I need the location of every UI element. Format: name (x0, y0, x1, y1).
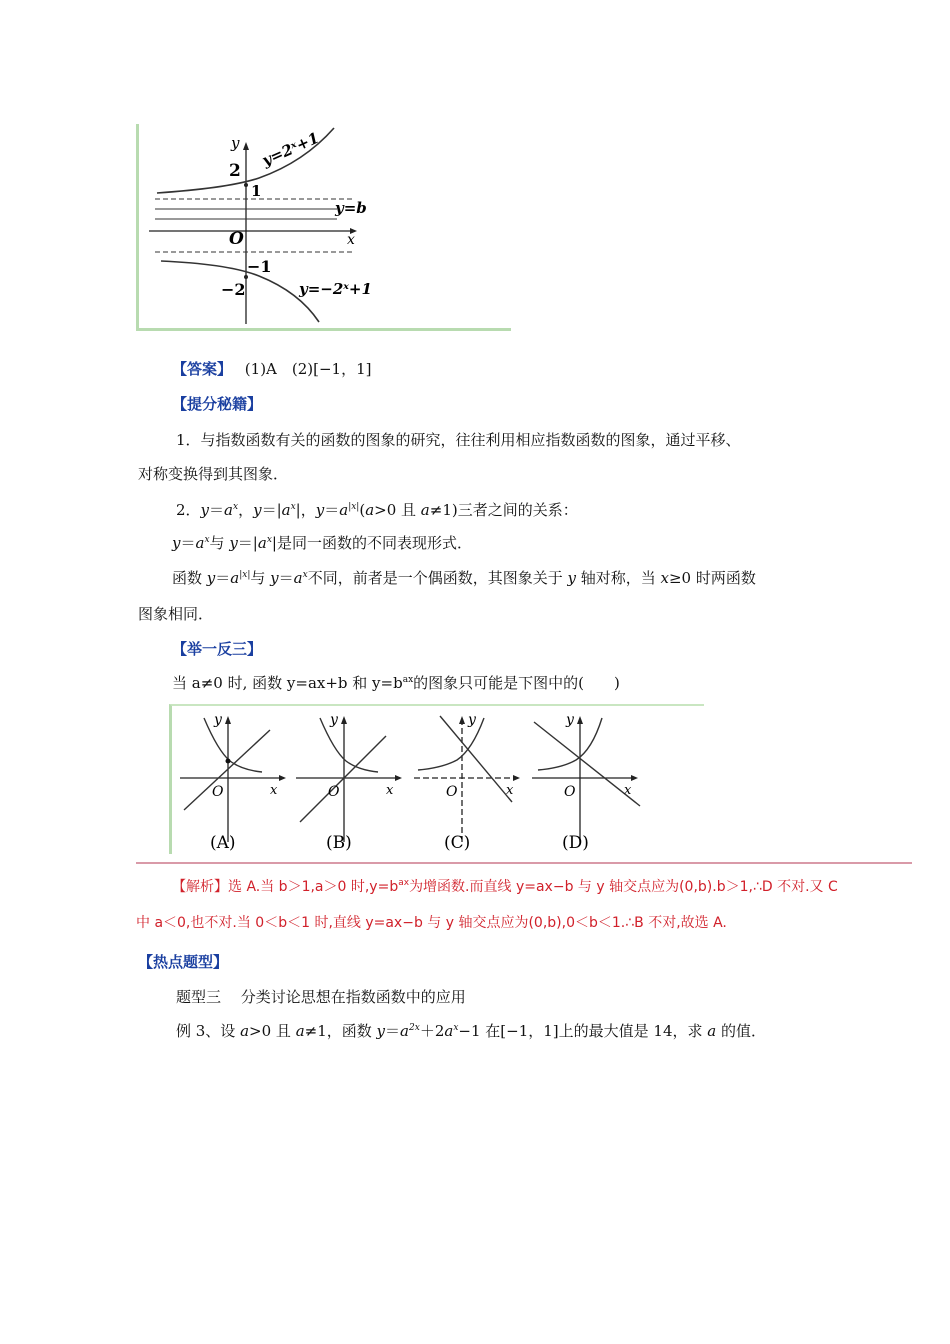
tips-p3: $y=a^x$与 $y=|a^x|$是同一函数的不同表现形式． (172, 534, 472, 552)
example-3: 例 3、设 a>0 且 a≠1，函数 $y=a^{2x}+2a^x-1$ 在[−1，1]上的最大值是 14，求 a 的值． (176, 1022, 766, 1040)
analysis-box (136, 862, 912, 944)
answer-text: (1)A (2)[−1，1] (244, 360, 372, 378)
option-d-label: (D) (562, 833, 589, 853)
example-question: 当 a≠0 时, 函数 y=ax+b 和 $y=b^{ax}$的图象只可能是下图中的( ) (172, 674, 620, 692)
x-axis-label: x (347, 232, 355, 248)
tips-p1-line2: 对称变换得到其图象． (138, 465, 289, 483)
svg-text:y: y (330, 712, 338, 728)
origin-label: O (229, 229, 244, 249)
tips-p4-line1: 函数 $y=a^{|x|}$与 $y=a^x$不同，前者是一个偶函数，其图象关于 y 轴对称，当 x≥0 时两函数 (172, 569, 756, 587)
svg-text:O: O (564, 784, 576, 800)
svg-text:y: y (566, 712, 574, 728)
svg-text:x: x (270, 783, 278, 798)
svg-text:O: O (328, 784, 340, 800)
figure-1-exponential-graph (136, 124, 511, 331)
label-1: 1 (251, 182, 262, 200)
answer-line (172, 359, 371, 379)
hot-title: 题型三 分类讨论思想在指数函数中的应用 (176, 988, 466, 1006)
svg-text:x: x (506, 783, 514, 798)
option-d-graph (532, 712, 640, 853)
svg-text:y: y (214, 712, 222, 728)
analysis-line2: 中 a＜0,也不对.当 0＜b＜1 时,直线 y=ax−b 与 y 轴交点应为(0,b),0＜b＜1.∴B 不对,故选 A. (136, 915, 727, 931)
label-lower-curve: y=−2ˣ+1 (299, 280, 372, 298)
tips-p4-line2: 图象相同． (138, 605, 214, 623)
label-2: 2 (229, 161, 241, 181)
option-a-label: (A) (210, 833, 236, 853)
option-a-graph (180, 712, 286, 853)
hot-tag: 【热点题型】 (138, 953, 229, 971)
svg-text:x: x (624, 783, 632, 798)
analysis-line1: 【解析】选 A.当 b＞1,a＞0 时$,y=b^{ax}$为增函数.而直线 y=ax−b 与 y 轴交点应为(0,b).b＞1,∴D 不对.又 C (172, 878, 838, 895)
svg-text:O: O (212, 784, 224, 800)
label-minus-2: −2 (221, 280, 246, 299)
label-upper-curve: y=2ˣ+1 (259, 128, 322, 170)
figure-2-options (169, 704, 704, 854)
figure-2-svg (172, 706, 704, 854)
svg-text:x: x (386, 783, 394, 798)
label-minus-1: −1 (247, 257, 272, 276)
label-line-b: y=b (335, 199, 367, 217)
option-c-label: (C) (444, 833, 471, 853)
svg-text:y: y (468, 712, 476, 728)
option-c-graph (414, 712, 520, 853)
tips-p1-line1: 1．与指数函数有关的函数的图象的研究，往往利用相应指数函数的图象，通过平移、 (176, 431, 741, 449)
tips-tag: 【提分秘籍】 (172, 395, 263, 413)
figure-1-svg (139, 124, 511, 328)
answer-tag: 【答案】 (172, 360, 233, 378)
option-b-label: (B) (326, 833, 352, 853)
option-b-graph (296, 712, 402, 853)
tips-p2: 2．$y=a^x$，$y=|a^x|$，$y=a^{|x|}(a>0$ 且 a≠1)三者之间的关系： (176, 501, 578, 519)
y-axis-label: y (231, 134, 240, 152)
svg-text:O: O (446, 784, 458, 800)
example-tag: 【举一反三】 (172, 640, 263, 658)
